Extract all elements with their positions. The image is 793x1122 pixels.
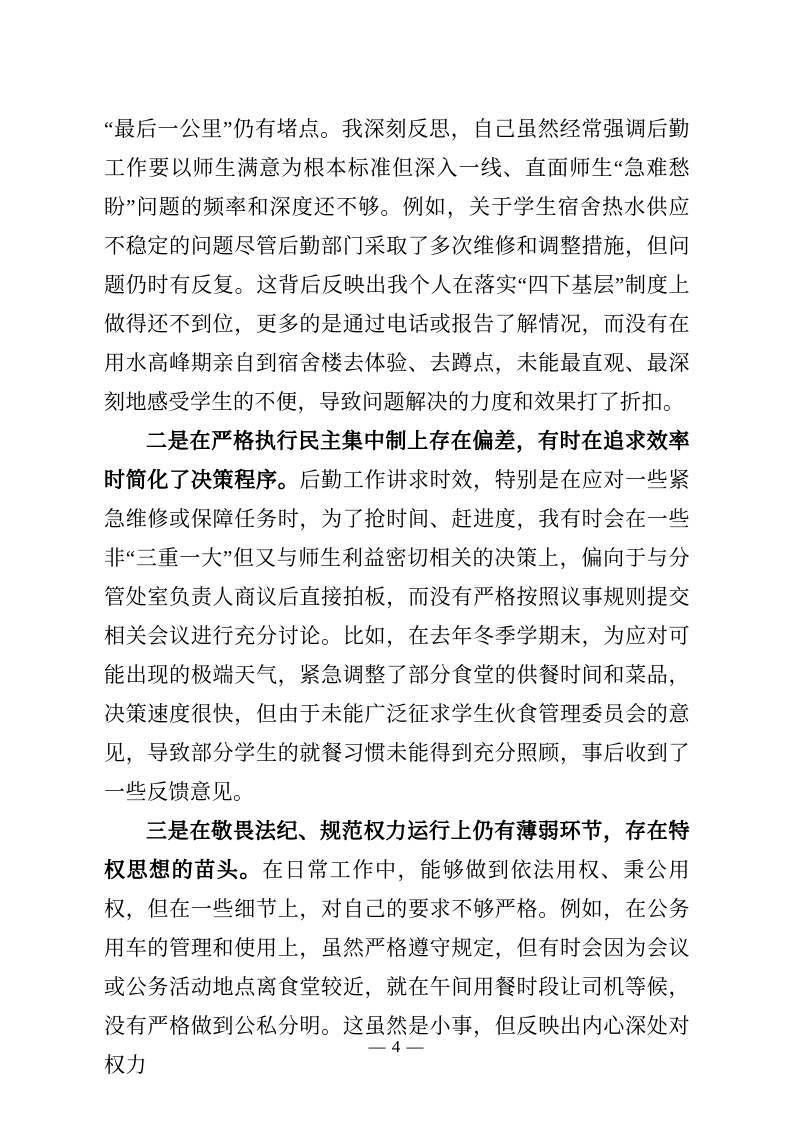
text-segment-bold: 三是在敬畏法纪、规范权力运行上仍有薄弱环节，存在特权思想的苗头。 [104,819,690,882]
paragraph [104,110,690,422]
text-segment-bold: 二是在严格执行民主集中制上存在偏差，有时在追求效率时简化了决策程序。 [104,429,690,492]
document-body [104,110,690,1085]
text-segment: 后勤工作讲求时效，特别是在应对一些紧急维修或保障任务时，为了抢时间、赶进度，我有时会在一些非“三重一大”但又与师生利益密切相关的决策上，偏向于与分管处室负责人商议后直接拍板，而没有严格按照议事规则提交相关会议进行充分讨论。比如，在去年冬季学期末，为应对可能出现的极端天气，紧急调整了部分食堂的供餐时间和菜品，决策速度很快，但由于未能广泛征求学生伙食管理委员会的意见，导致部分学生的就餐习惯未能得到充分照顾，事后收到了一些反馈意见。 [104,468,691,804]
paragraph [104,422,690,812]
page-number: — 4 — [368,1037,425,1056]
text-segment: “最后一公里”仍有堵点。我深刻反思，自己虽然经常强调后勤工作要以师生满意为根本标准但深入一线、直面师生“急难愁盼”问题的频率和深度还不够。例如，关于学生宿舍热水供应不稳定的问题尽管后勤部门采取了多次维修和调整措施，但问题仍时有反复。这背后反映出我个人在落实“四下基层”制度上做得还不到位，更多的是通过电话或报告了解情况，而没有在用水高峰期亲自到宿舍楼去体验、去蹲点，未能最直观、最深刻地感受学生的不便，导致问题解决的力度和效果打了折扣。 [104,117,690,414]
text-segment: 在日常工作中，能够做到依法用权、秉公用权，但在一些细节上，对自己的要求不够严格。例如，在公务用车的管理和使用上，虽然严格遵守规定，但有时会因为会议或公务活动地点离食堂较近，就在午间用餐时段让司机等候，没有严格做到公私分明。这虽然是小事，但反映出内心深处对权力 [104,858,691,1077]
